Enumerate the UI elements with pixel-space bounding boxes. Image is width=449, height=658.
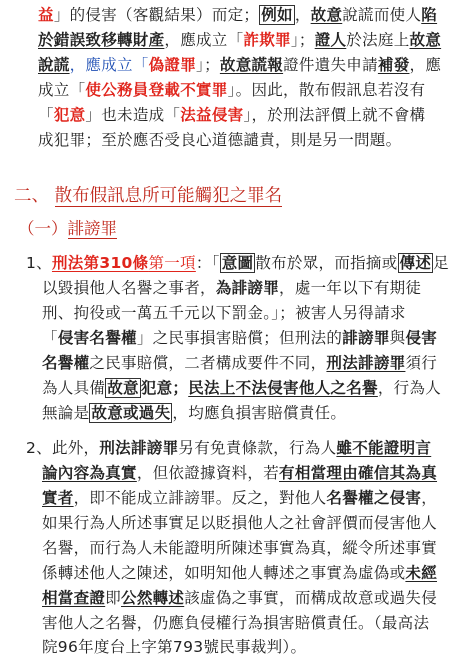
para1-line2 [38, 29, 441, 51]
item2-line4 [42, 512, 437, 534]
subsection-heading [18, 217, 117, 241]
bold-term: 侵害 [405, 329, 438, 347]
text-run: ，行為人 [377, 379, 442, 397]
section-title: 散布假訊息所可能觸犯之罪名 [54, 186, 283, 206]
underlined-keyword: 證人 [314, 31, 347, 49]
underlined-keyword: 實者 [42, 489, 74, 507]
highlighted-term: 犯意 [53, 106, 86, 124]
underlined-keyword: 有相當理由確信其為真 [279, 464, 438, 482]
para1-line5 [38, 104, 425, 126]
text-run: ，應 [409, 56, 442, 74]
item2-line3 [42, 487, 437, 509]
para1-line1 [38, 4, 437, 26]
item1-line6 [42, 377, 441, 399]
text-run: 另有免責條款，行為人 [178, 439, 337, 457]
section-heading [14, 183, 282, 209]
item1-line2 [42, 277, 421, 299]
text-run: 」也未造成「 [85, 106, 181, 124]
text-run: 」的侵害（客觀結果）而定； [53, 6, 260, 24]
text-run: 「 [42, 329, 58, 347]
text-run: 為人具備 [42, 379, 106, 397]
text-run: ：「 [195, 254, 220, 272]
crime-name: 詐欺罪 [243, 31, 291, 49]
item1-line3 [42, 302, 406, 324]
text-run: 益 [38, 6, 54, 24]
subsection-title: 誹謗罪 [67, 219, 117, 238]
text-run: 即 [105, 589, 122, 607]
text-run: 害他人之名譽，仍應負侵權行為損害賠償責任。（最高法 [42, 614, 430, 632]
text-run: 以毀損他人名譽之事者， [42, 279, 216, 297]
text-run: 院96年度台上字第793號民事裁判）。 [42, 638, 307, 656]
underlined-keyword: 說謊 [38, 56, 70, 74]
item2-line8 [42, 612, 429, 634]
text-run: 刑、拘役或一萬五千元以下罰金。」；被害人另得請求 [42, 304, 406, 322]
underlined-keyword: 陷 [421, 6, 438, 24]
text-run: ，即不能成立誹謗罪。反之，對他人 [73, 489, 327, 507]
underlined-keyword: 故意 [310, 6, 343, 24]
item1-line4 [42, 327, 437, 349]
para1-line3 [38, 54, 441, 76]
text-run: 係轉述他人之陳述，如明知他人轉述之事實為虛偽或 [42, 564, 406, 582]
para1-line4 [38, 79, 425, 101]
text-run: 證件遺失申請 [283, 56, 378, 74]
underlined-keyword: 未經 [405, 564, 438, 582]
text-run: ， [294, 6, 311, 24]
underlined-keyword: 雖不能證明言 [336, 439, 432, 457]
item1-line1 [26, 252, 449, 274]
text-run: 該虛偽之事實，而構成故意或過失侵 [184, 589, 438, 607]
item2-line1 [26, 437, 431, 459]
underlined-keyword: 於錯誤致移轉財產 [38, 31, 165, 49]
text-run: 散布於眾，而指摘或 [255, 254, 398, 272]
boxed-keyword: 傳述 [399, 254, 432, 272]
text-run: ，處一年以下有期徒 [279, 279, 422, 297]
text-run: 說謊而使人 [342, 6, 422, 24]
underlined-keyword: 民法上不法侵害他人之名譽 [188, 379, 378, 397]
crime-name: 偽證罪 [148, 56, 197, 74]
item1-line5 [42, 352, 437, 374]
boxed-keyword: 例如 [261, 6, 293, 24]
law-reference: 第一項 [148, 254, 196, 272]
bold-term: 名譽權之侵害 [326, 489, 422, 507]
text-run: 須行 [405, 354, 438, 372]
text-run: ，但依證據資料，若 [136, 464, 280, 482]
item2-line7 [42, 587, 437, 609]
section-number: 二、 [14, 186, 49, 206]
text-run: 名譽，而行為人未能證明所陳述事實為真，縱令所述事實 [42, 539, 438, 557]
bold-term: 刑法誹謗罪 [99, 439, 179, 457]
boxed-keyword: 故意 [107, 379, 139, 397]
item2-line9 [42, 636, 306, 658]
underlined-keyword: 刑法誹謗罪 [326, 354, 406, 372]
underlined-keyword: 論內容為真實 [42, 464, 137, 482]
underlined-keyword: 故意謊報 [219, 56, 284, 74]
bold-term: 侵害名譽權 [57, 329, 137, 347]
text-run: 無論是 [42, 404, 90, 422]
text-run: 」； [196, 56, 220, 74]
text-run: ，應成立「 [164, 31, 244, 49]
text-run: 」，於刑法評價上就不會構 [243, 106, 426, 124]
text-run: 於法庭上 [346, 31, 410, 49]
item1-line7 [42, 402, 346, 424]
subsection-number: （一） [18, 219, 68, 238]
text-run: 與 [389, 329, 406, 347]
underlined-keyword: 故意 [409, 31, 442, 49]
text-run: 如果行為人所述事實足以貶損他人之社會評價而侵害他人 [42, 514, 438, 532]
bold-term: 為誹謗罪 [215, 279, 280, 297]
text-run: 成立「 [38, 81, 86, 99]
text-run: 」。因此，散布假訊息若沒有 [227, 81, 426, 99]
text-run: ， [421, 489, 438, 507]
text-run: 2、此外， [26, 439, 100, 457]
item2-line2 [42, 462, 437, 484]
text-run: 「 [38, 106, 54, 124]
text-run: ，均應負損害賠償責任。 [172, 404, 347, 422]
text-run: 」之民事損害賠償；但刑法的 [136, 329, 343, 347]
bold-term: 名譽權 [42, 354, 90, 372]
bold-term: 犯意； [140, 379, 189, 397]
law-reference: 刑法第310條 [51, 254, 149, 272]
item2-line5 [42, 537, 437, 559]
boxed-keyword: 故意或過失 [91, 404, 171, 422]
highlighted-term: 法益侵害 [180, 106, 244, 124]
text-run: 」； [290, 31, 315, 49]
boxed-keyword: 意圖 [221, 254, 254, 272]
item2-line6 [42, 562, 437, 584]
text-run: 之民事賠償，二者構成要件不同， [89, 354, 327, 372]
para1-line6 [38, 129, 401, 151]
text-run: 足 [433, 254, 449, 272]
item-number: 1、 [26, 254, 52, 272]
underlined-keyword: 相當查證 [42, 589, 106, 607]
underlined-keyword: 補發 [377, 56, 410, 74]
text-run: ，應成立「 [69, 56, 149, 74]
underlined-keyword: 公然轉述 [121, 589, 185, 607]
bold-term: 誹謗罪 [342, 329, 390, 347]
crime-name: 使公務員登載不實罪 [85, 81, 228, 99]
text-run: 成犯罪；至於應否受良心道德譴責，則是另一問題。 [38, 131, 402, 149]
